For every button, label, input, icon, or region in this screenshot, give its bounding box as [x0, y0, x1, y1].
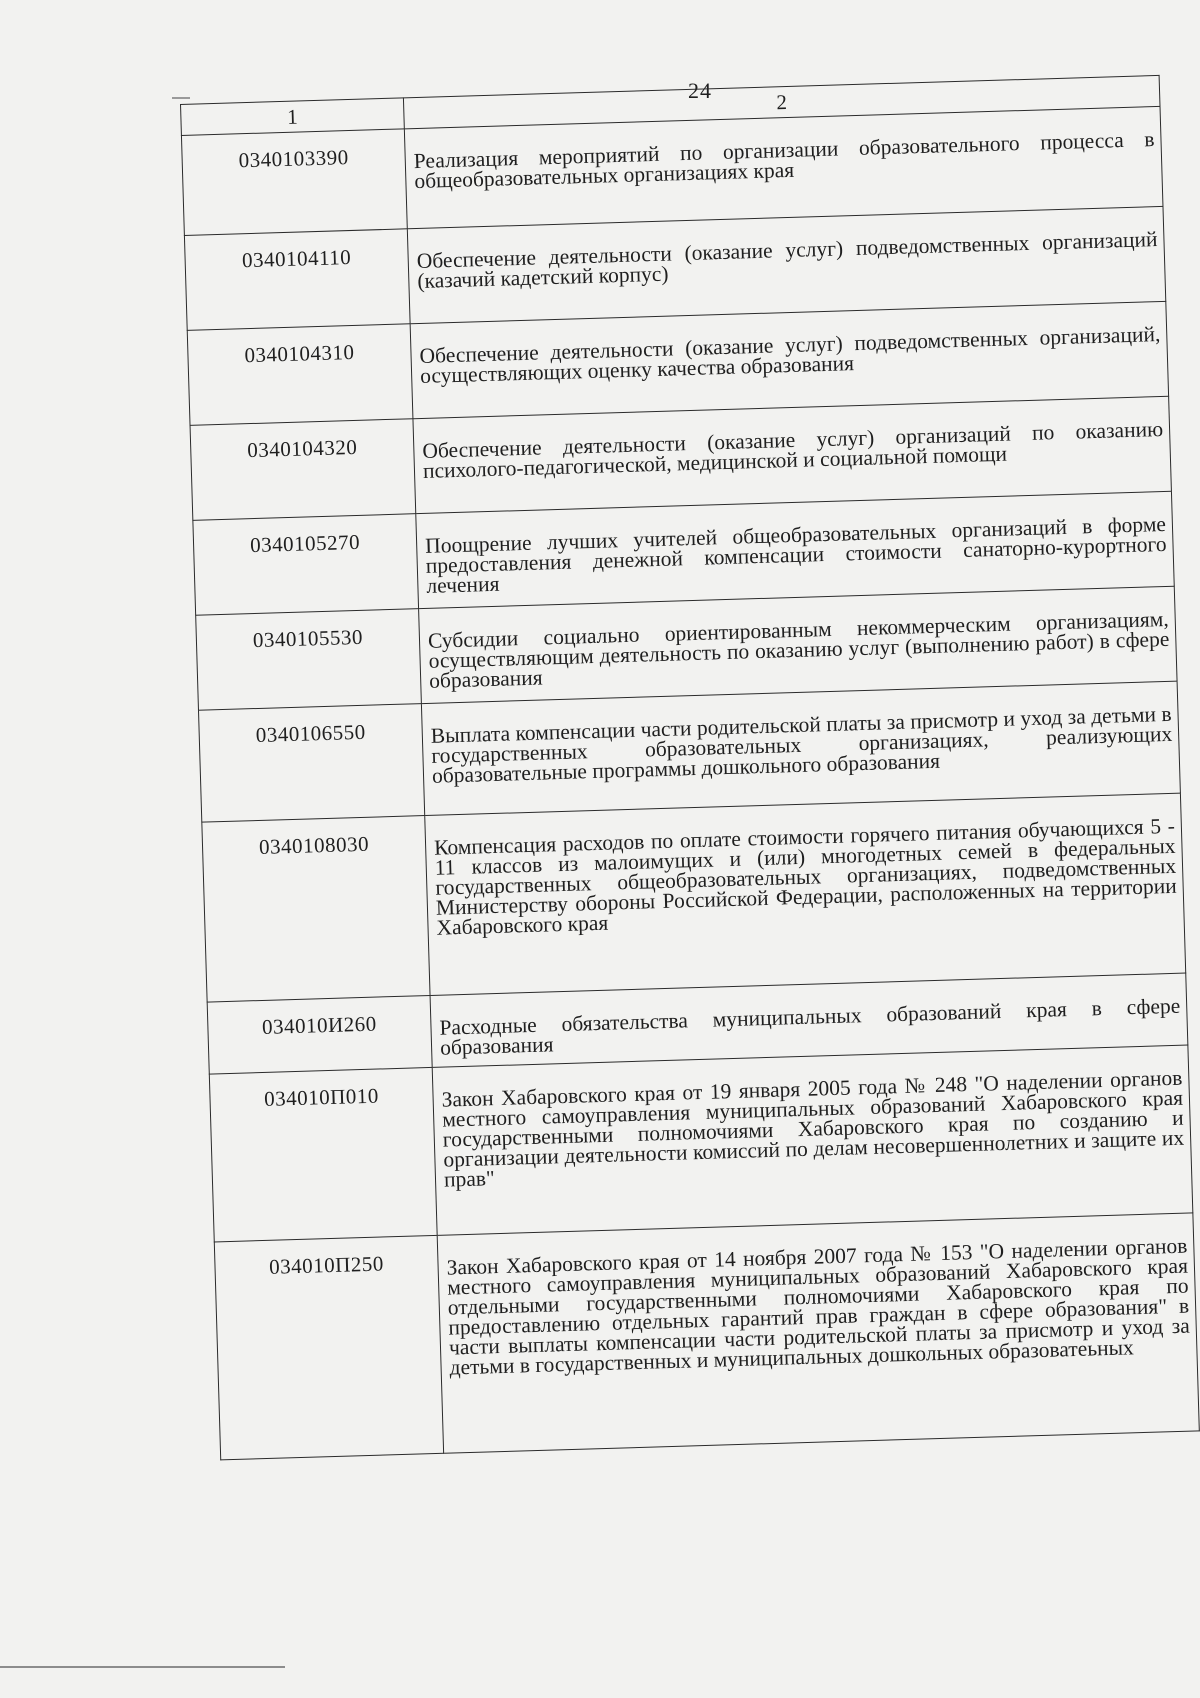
- row-code: 0340104320: [190, 419, 416, 521]
- row-code: 034010П250: [214, 1235, 443, 1460]
- row-code: 0340104310: [187, 324, 413, 426]
- table-row: [209, 1045, 1193, 1242]
- table-body: [181, 75, 1200, 1459]
- row-code: 034010И260: [207, 995, 432, 1074]
- document-sheet: [180, 74, 1200, 1460]
- row-code: 0340106550: [198, 704, 424, 823]
- row-code: 0340105530: [196, 609, 422, 711]
- row-description: Поощрение лучших учителей общеобразовательных организаций в форме предоставления денежной компенсации стоимости санаторно-курортного лечения: [416, 491, 1174, 608]
- row-description: Субсидии социально ориентированным некоммерческим организациям, осуществляющим деятельность по оказанию услуг (выполнению работ) в сфере образования: [419, 586, 1177, 703]
- table-row: [202, 793, 1186, 1002]
- row-code: 0340108030: [202, 816, 430, 1003]
- row-description: Закон Хабаровского края от 14 ноября 2007 года № 153 "О наделении органов местного самоуправления муниципальных образований Хабаровского края отдельными государственными полномочиями Хабаровского края по предоставлению отдельных гарантий прав граждан в сфере образования" в части выплаты компенсации части родительской платы за присмотр и уход за детьми в государственных и муниципальных дошкольных образоватеьных: [437, 1213, 1199, 1453]
- row-description: Обеспечение деятельности (оказание услуг) организаций по оказанию психолого-педагогической, медицинской и социальной помощи: [413, 396, 1171, 513]
- row-description: Обеспечение деятельности (оказание услуг) подведомственных организаций, осуществляющих оценку качества образования: [410, 301, 1168, 418]
- column-header-code: 1: [181, 98, 405, 136]
- row-description: Выплата компенсации части родительской платы за присмотр и уход за детьми в государственных образовательных организациях, реализующих образовательные программы дошкольного образования: [421, 681, 1180, 815]
- row-description: Расходные обязательства муниципальных образований края в сфере образования: [430, 973, 1188, 1067]
- budget-codes-table: [180, 75, 1200, 1460]
- row-description: Реализация мероприятий по организации образовательного процесса в общеобразовательных организациях края: [404, 106, 1163, 228]
- row-code: 034010П010: [209, 1067, 437, 1242]
- bottom-rule: [0, 1666, 285, 1668]
- row-code: 0340103390: [181, 129, 407, 236]
- row-code: 0340104110: [184, 229, 410, 331]
- column-header-description: 2: [403, 75, 1160, 128]
- row-description: Компенсация расходов по оплате стоимости горячего питания обучающихся 5 - 11 классов из малоимущих и (или) многодетных семей в федеральных государственных общеобразовательных организациях, подведомственных Министерству обороны Российской Федерации, расположенных на территории Хабаровского края: [425, 793, 1186, 995]
- table-row: [214, 1213, 1199, 1460]
- row-code: 0340105270: [193, 514, 419, 616]
- row-description: Обеспечение деятельности (оказание услуг) подведомственных организаций (казачий кадетский корпус): [407, 206, 1165, 323]
- row-description: Закон Хабаровского края от 19 января 2005 года № 248 "О наделении органов местного самоуправления муниципальных образований Хабаровского края государственными полномочиями Хабаровского края по созданию и организации деятельности комиссий по делам несовершеннолетних и защите их прав": [432, 1045, 1193, 1235]
- page-number: 24: [688, 78, 712, 103]
